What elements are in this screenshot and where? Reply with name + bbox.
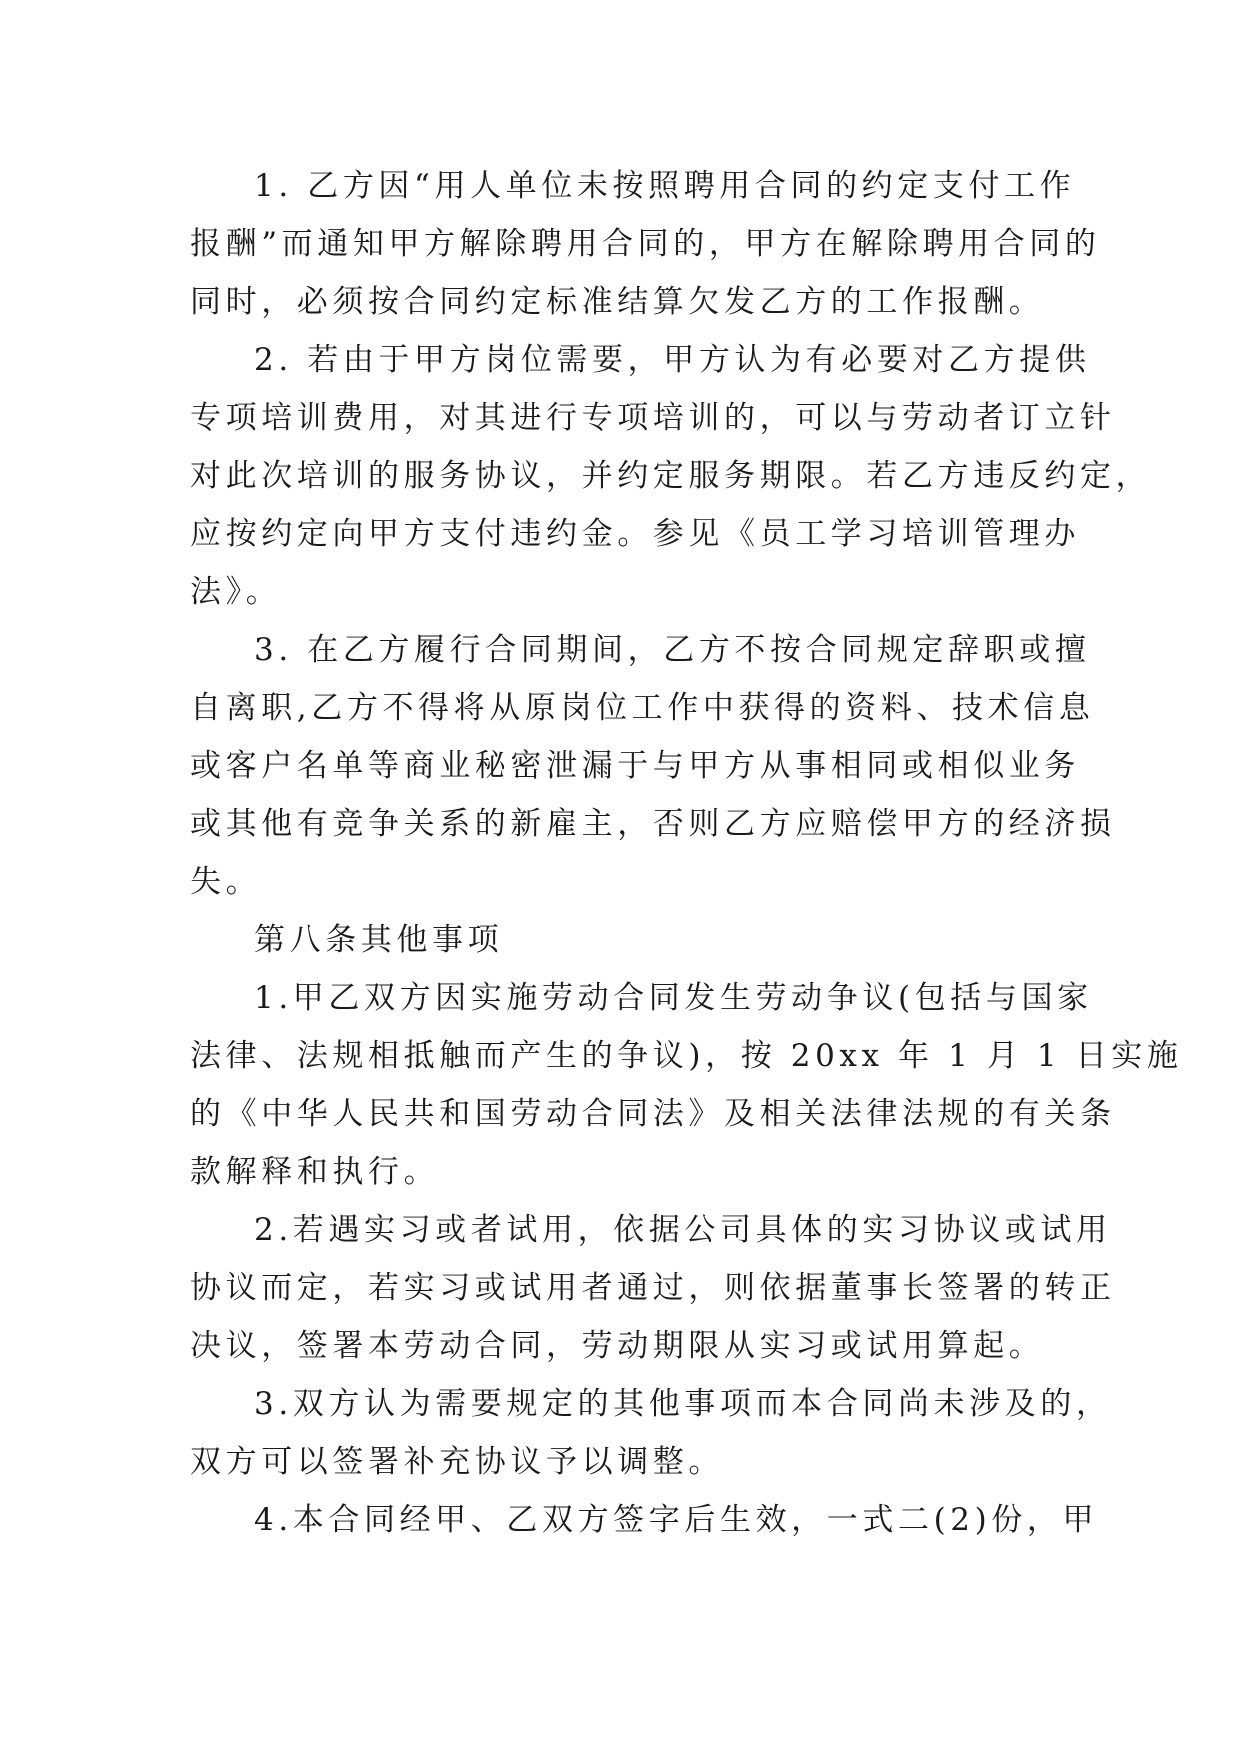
paragraph-line: 或客户名单等商业秘密泄漏于与甲方从事相同或相似业务 [190, 748, 1080, 784]
paragraph-line: 法律、法规相抵触而产生的争议)，按 20xx 年 1 月 1 日实施 [190, 1038, 1183, 1074]
paragraph-line: 2. 若由于甲方岗位需要，甲方认为有必要对乙方提供 [254, 342, 1091, 378]
paragraph-line: 失。 [190, 864, 262, 900]
paragraph-line: 法》。 [190, 574, 282, 610]
section-heading: 第八条其他事项 [254, 922, 504, 958]
paragraph-line: 的《中华人民共和国劳动合同法》及相关法律法规的有关条 [190, 1096, 1116, 1132]
paragraph-line: 款解释和执行。 [190, 1154, 440, 1190]
paragraph-line: 1. 乙方因“用人单位未按照聘用合同的约定支付工作 [254, 168, 1076, 204]
paragraph-line: 或其他有竞争关系的新雇主，否则乙方应赔偿甲方的经济损 [190, 806, 1116, 842]
paragraph-line: 同时，必须按合同约定标准结算欠发乙方的工作报酬。 [190, 284, 1045, 320]
paragraph-line: 专项培训费用，对其进行专项培训的，可以与劳动者订立针 [190, 400, 1116, 436]
paragraph-line: 双方可以签署补充协议予以调整。 [190, 1444, 724, 1480]
paragraph-line: 报酬”而通知甲方解除聘用合同的，甲方在解除聘用合同的 [190, 226, 1101, 262]
paragraph-line: 4.本合同经甲、乙双方签字后生效，一式二(2)份，甲 [254, 1502, 1099, 1538]
paragraph-line: 协议而定，若实习或试用者通过，则依据董事长签署的转正 [190, 1270, 1116, 1306]
paragraph-line: 1.甲乙双方因实施劳动合同发生劳动争议(包括与国家 [254, 980, 1093, 1016]
paragraph-line: 自离职,乙方不得将从原岗位工作中获得的资料、技术信息 [190, 690, 1095, 726]
paragraph-line: 3. 在乙方履行合同期间，乙方不按合同规定辞职或擅 [254, 632, 1091, 668]
paragraph-line: 决议，签署本劳动合同，劳动期限从实习或试用算起。 [190, 1328, 1045, 1364]
document-page [190, 157, 1183, 1549]
paragraph-line: 对此次培训的服务协议，并约定服务期限。若乙方违反约定， [190, 458, 1152, 494]
paragraph-line: 应按约定向甲方支付违约金。参见《员工学习培训管理办 [190, 516, 1080, 552]
paragraph-line: 3.双方认为需要规定的其他事项而本合同尚未涉及的， [254, 1386, 1112, 1422]
paragraph-line: 2.若遇实习或者试用，依据公司具体的实习协议或试用 [254, 1212, 1112, 1248]
